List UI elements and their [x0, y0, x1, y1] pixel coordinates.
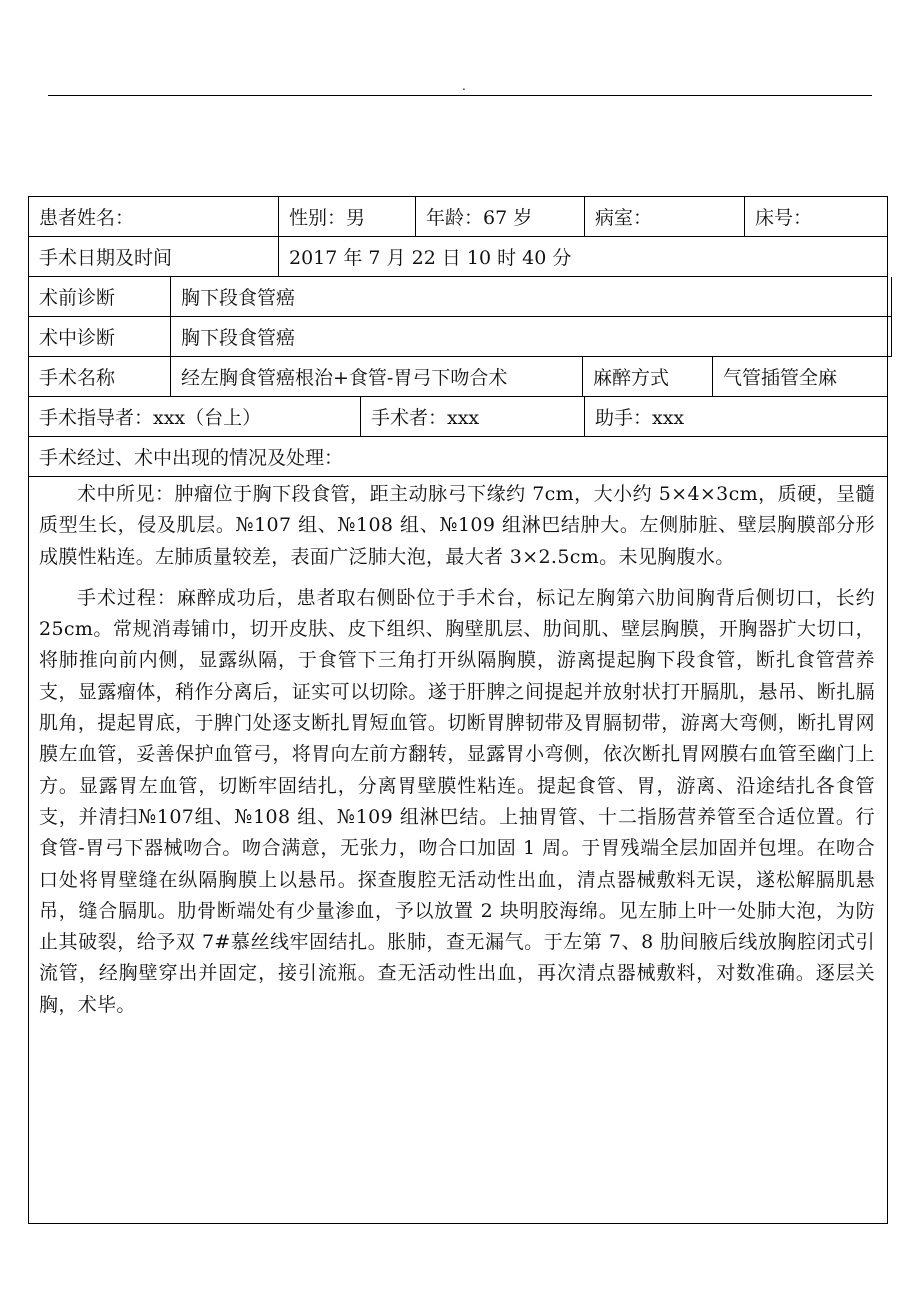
preop-diagnosis-label: 术前诊断 [29, 277, 171, 316]
header-mark: . [462, 79, 466, 93]
anesthesia-value: 气管插管全麻 [723, 367, 838, 389]
supervisor-field: 手术指导者：xxx（台上） [29, 397, 361, 436]
anesthesia-label: 麻醉方式 [583, 357, 713, 396]
row-preop-diagnosis [29, 277, 892, 317]
patient-name-label: 患者姓名： [29, 197, 279, 236]
surgeon-field: 手术者：xxx [361, 397, 585, 436]
surgery-narrative [39, 479, 875, 1021]
procedure-paragraph: 手术过程：麻醉成功后，患者取右侧卧位于手术台，标记左胸第六肋间胸背后侧切口，长约 25cm。常规消毒铺巾，切开皮肤、皮下组织、胸壁肌层、肋间肌、壁层胸膜，开胸器扩大切口，将肺推向前内侧，显露纵隔，于食管下三角打开纵隔胸膜，游离提起胸下段食管，断扎食管营养支，显露瘤体，稍作分离后，证实可以切除。遂于肝脾之间提起并放射状打开膈肌，悬吊、断扎膈肌角，提起胃底，于脾门处逐支断扎胃短血管。切断胃脾韧带及胃膈韧带，游离大弯侧，断扎胃网膜左血管，妥善保护血管弓，将胃向左前方翻转，显露胃小弯侧，依次断扎胃网膜右血管至幽门上方。显露胃左血管，切断牢固结扎，分离胃壁膜性粘连。提起食管、胃，游离、沿途结扎各食管支，并清扫№107组、№108 组、№109 组淋巴结。上抽胃管、十二指肠营养管至合适位置。行食管-胃弓下器械吻合。吻合满意，无张力，吻合口加固 1 周。于胃残端全层加固并包埋。在吻合口处将胃壁缝在纵隔胸膜上以悬吊。探查腹腔无活动性出血，清点器械敷料无误，遂松解膈肌悬吊，缝合膈肌。肋骨断端处有少量渗血，予以放置 2 块明胶海绵。见左肺上叶一处肺大泡，为防止其破裂，给予双 7#慕丝线牢固结扎。胀肺，查无漏气。于左第 7、8 肋间腋后线放胸腔闭式引流管，经胸壁穿出并固定，接引流瓶。查无活动性出血，再次清点器械敷料，对数准确。逐层关胸，术毕。 [39, 586, 875, 1016]
surgery-datetime-value: 2017 年 7 月 22 日 10 时 40 分 [289, 247, 572, 269]
surgery-record-form [28, 196, 888, 1224]
surgery-name-label: 手术名称 [29, 357, 171, 396]
findings-paragraph: 术中所见：肿瘤位于胸下段食管，距主动脉弓下缘约 7cm，大小约 5×4×3cm，质硬，呈髓质型生长，侵及肌层。№107 组、№108 组、№109 组淋巴结肿大。左侧肺脏、壁层胸膜部分形成膜性粘连。左肺质量较差，表面广泛肺大泡，最大者 3×2.5cm。未见胸腹水。 [39, 483, 875, 568]
intraop-diagnosis-label: 术中诊断 [29, 317, 171, 356]
age-field: 年龄：67 岁 [416, 197, 585, 236]
row-patient-info [29, 197, 887, 237]
row-surgical-team [29, 397, 887, 437]
row-surgery-name [29, 357, 887, 397]
header-rule [48, 95, 872, 96]
gender-field: 性别：男 [279, 197, 416, 236]
row-surgery-datetime [29, 237, 887, 277]
surgery-datetime-label: 手术日期及时间 [29, 237, 279, 276]
assistant-field: 助手：xxx [595, 407, 685, 429]
surgery-name-value: 经左胸食管癌根治+食管-胃弓下吻合术 [171, 357, 583, 396]
row-intraop-diagnosis [29, 317, 892, 357]
ward-label: 病室： [585, 197, 745, 236]
preop-diagnosis-value: 胸下段食管癌 [181, 287, 296, 309]
row-process-heading [29, 437, 887, 477]
intraop-diagnosis-value: 胸下段食管癌 [181, 327, 296, 349]
process-heading: 手术经过、术中出现的情况及处理： [39, 447, 344, 469]
bed-label: 床号： [755, 207, 813, 229]
